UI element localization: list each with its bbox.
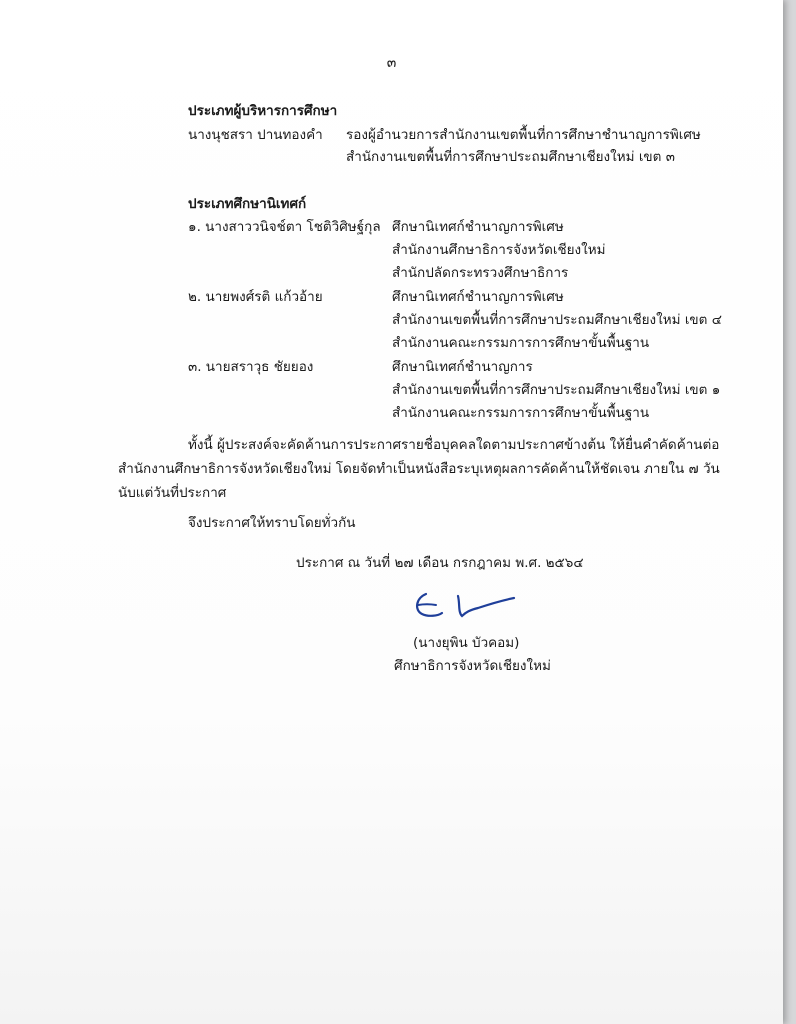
supervisor-position-line: สำนักปลัดกระทรวงศึกษาธิการ	[392, 265, 569, 281]
signatory-title: ศึกษาธิการจังหวัดเชียงใหม่	[394, 658, 551, 674]
supervisor-position-line: ศึกษานิเทศก์ชำนาญการพิเศษ	[392, 219, 564, 235]
supervisor-position-line: ศึกษานิเทศก์ชำนาญการพิเศษ	[392, 289, 564, 305]
signature-mark	[408, 588, 518, 628]
date-line: ประกาศ ณ วันที่ ๒๗ เดือน กรกฎาคม พ.ศ. ๒๕๖๔	[296, 555, 584, 571]
signatory-name: (นางยุพิน บัวคอม)	[413, 635, 520, 651]
admin-position-line: สำนักงานเขตพื้นที่การศึกษาประถมศึกษาเชียงใหม่ เขต ๓	[346, 149, 675, 165]
section-heading-admin: ประเภทผู้บริหารการศึกษา	[188, 103, 338, 119]
page-number: ๓	[386, 55, 397, 71]
supervisor-position-line: สำนักงานคณะกรรมการการศึกษาขั้นพื้นฐาน	[392, 405, 650, 421]
objection-paragraph-line: ทั้งนี้ ผู้ประสงค์จะคัดค้านการประกาศรายชื่อบุคคลใดตามประกาศข้างต้น ให้ยื่นคำคัดค้านต่อ	[188, 437, 720, 453]
supervisor-position-line: สำนักงานเขตพื้นที่การศึกษาประถมศึกษาเชียงใหม่ เขต ๔	[392, 312, 722, 328]
supervisor-name: ๑. นางสาววนิจช์ตา โชติวิศิษฐ์กุล	[188, 219, 381, 235]
supervisor-position-line: สำนักงานคณะกรรมการการศึกษาขั้นพื้นฐาน	[392, 335, 650, 351]
supervisor-position-line: สำนักงานศึกษาธิการจังหวัดเชียงใหม่	[392, 242, 606, 258]
objection-paragraph-line: นับแต่วันที่ประกาศ	[118, 485, 227, 501]
supervisor-name: ๒. นายพงศ์รติ แก้วอ้าย	[188, 289, 323, 305]
section-heading-supervisor: ประเภทศึกษานิเทศก์	[188, 196, 307, 212]
announce-line: จึงประกาศให้ทราบโดยทั่วกัน	[188, 515, 356, 531]
admin-name: นางนุชสรา ปานทองคำ	[188, 127, 323, 143]
supervisor-name: ๓. นายสราวุธ ชัยยอง	[188, 359, 314, 375]
objection-paragraph-line: สำนักงานศึกษาธิการจังหวัดเชียงใหม่ โดยจัดทำเป็นหนังสือระบุเหตุผลการคัดค้านให้ชัดเจน ภายใน ๗ วัน	[118, 461, 720, 477]
supervisor-position-line: ศึกษานิเทศก์ชำนาญการ	[392, 359, 533, 375]
supervisor-position-line: สำนักงานเขตพื้นที่การศึกษาประถมศึกษาเชียงใหม่ เขต ๑	[392, 382, 721, 398]
admin-position-line: รองผู้อำนวยการสำนักงานเขตพื้นที่การศึกษาชำนาญการพิเศษ	[346, 127, 701, 143]
